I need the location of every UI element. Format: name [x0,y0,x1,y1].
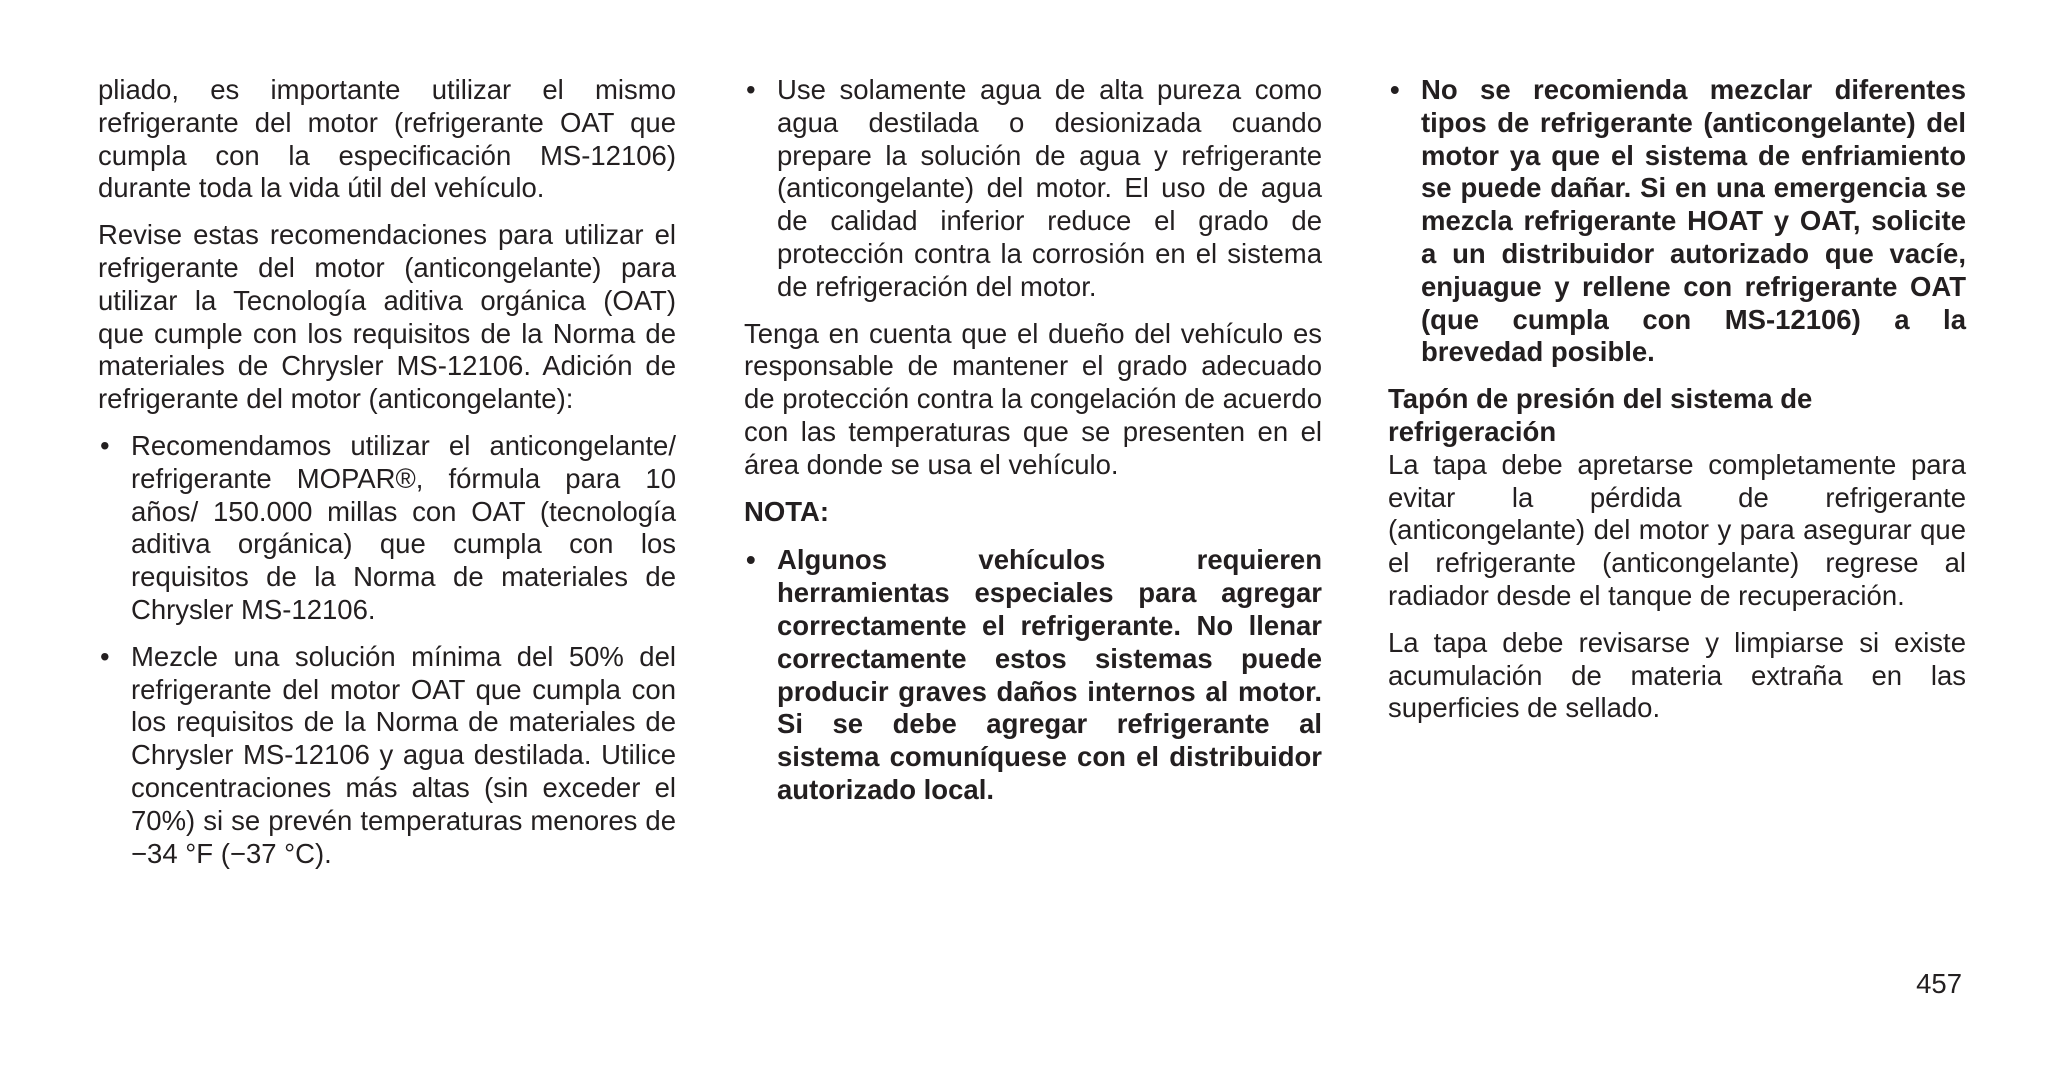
section-heading: Tapón de presión del sistema de refrigeración [1388,383,1813,447]
water-list [744,74,1322,304]
note-label: NOTA: [744,495,830,527]
paragraph-owner-responsibility: Tenga en cuenta que el dueño del vehículo es responsable de mantener el grado adecuado de protección contra la congelación de acuerdo con las temperaturas que se presenten en el área donde se usa el vehículo. [744,317,1322,480]
column-2 [744,74,1322,821]
warning-item: • No se recomienda mezclar diferentes tipos de refrigerante (anticongelante) del motor ya que el sistema de enfriamiento se puede dañar. Si en una emergencia se mezcla refrigerante HOAT y OAT, solicite a un distribuidor autorizado que vacíe, enjuague y rellene con refrigerante OAT (que cumpla con MS-12106) a la brevedad posible. [1388,74,1966,369]
paragraph-cap-inspect: La tapa debe revisarse y limpiarse si existe acumulación de materia extraña en las superficies de sellado. [1388,626,1966,724]
paragraph-cap-tighten: La tapa debe apretarse completamente para evitar la pérdida de refrigerante (anticongelante) del motor y para asegurar que el refrigerante (anticongelante) regrese al radiador desde el tanque de recuperación. [1388,448,1966,611]
page-number: 457 [1916,968,1962,999]
list-item: • Use solamente agua de alta pureza como agua destilada o desionizada cuando prepare la solución de agua y refrigerante (anticongelante) del motor. El uso de agua de calidad inferior reduce el grado de protección contra la corrosión en el sistema de refrigeración del motor. [744,74,1322,304]
note-list [744,544,1322,806]
list-item: • Mezcle una solución mínima del 50% del refrigerante del motor OAT que cumpla con los requisitos de la Norma de materiales de Chrysler MS-12106 y agua destilada. Utilice concentraciones más altas (sin exceder el 70%) si se prevén temperaturas menores de −34 °F (−37 °C). [98,641,676,871]
list-item: • Recomendamos utilizar el anticongelante/ refrigerante MOPAR®, fórmula para 10 años/ 150.000 millas con OAT (tecnología aditiva orgánica) que cumpla con los requisitos de la Norma de materiales de Chrysler MS-12106. [98,430,676,627]
note-item: • Algunos vehículos requieren herramientas especiales para agregar correctamente el refrigerante. No llenar correctamente estos sistemas puede producir graves daños internos al motor. Si se debe agregar refrigerante al sistema comuníquese con el distribuidor autorizado local. [744,544,1322,806]
paragraph-recommendations: Revise estas recomendaciones para utilizar el refrigerante del motor (anticongelante) para utilizar la Tecnología aditiva orgánica (OAT) que cumple con los requisitos de la Norma de materiales de Chrysler MS-12106. Adición de refrigerante del motor (anticongelante): [98,219,676,415]
warning-list [1388,74,1966,369]
recommendation-list [98,430,676,870]
column-1 [98,74,676,884]
column-3 [1388,74,1966,739]
paragraph-continuation: pliado, es importante utilizar el mismo refrigerante del motor (refrigerante OAT que cumpla con la especificación MS-12106) durante toda la vida útil del vehículo. [98,74,676,204]
